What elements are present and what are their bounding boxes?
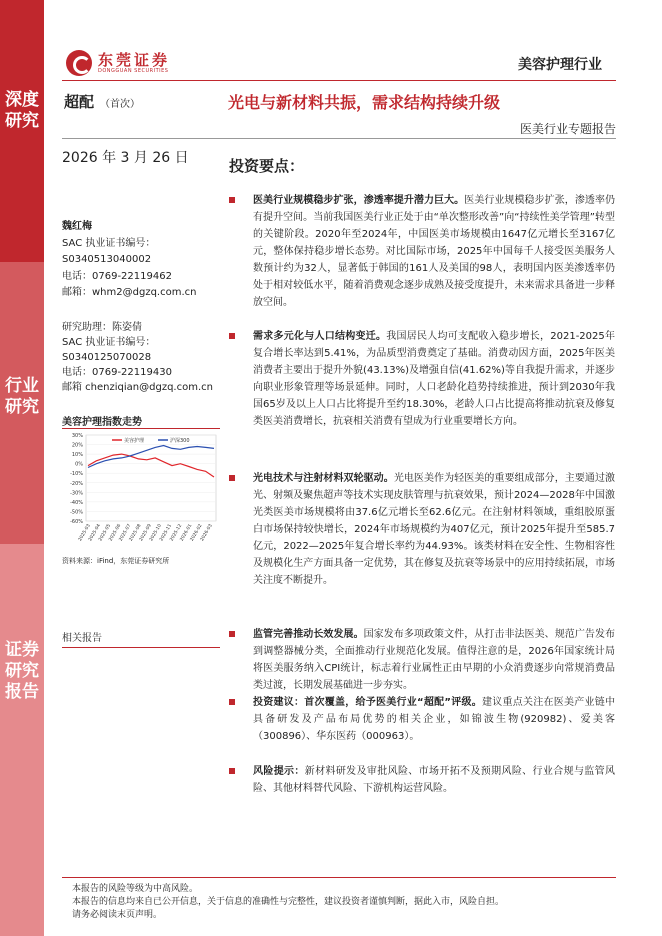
side-band-bottom <box>0 544 44 936</box>
assistant-email: 邮箱 chenziqian@dgzq.com.cn <box>62 382 213 393</box>
industry-name: 美容护理行业 <box>518 57 602 73</box>
key-point-item <box>229 328 615 460</box>
analyst-email: 邮箱：whm2@dgzq.com.cn <box>62 287 197 298</box>
logo-name-cn: 东莞证券 <box>98 50 171 69</box>
footer-line: 请务必阅读末页声明。 <box>72 910 163 920</box>
logo-name-en: DONGGUAN SECURITIES <box>98 67 169 74</box>
key-point-lead: 医美行业规模稳步扩张，渗透率提升潜力巨大。 <box>253 195 465 206</box>
chart-series-line <box>88 446 214 468</box>
key-point-lead: 需求多元化与人口结构变迁。 <box>253 331 387 342</box>
chart-x-tick-label: 2026-02 <box>189 523 204 543</box>
chart-y-tick-label: 0% <box>75 461 83 468</box>
index-chart <box>62 429 220 551</box>
chart-x-tick-label: 2025-07 <box>118 523 133 543</box>
key-point-body: 我国居民人均可支配收入稳步增长，2021-2025年复合增长率达到5.41%，为品质型消费奠定了基础。消费动因方面，2025年医美消费者主要出于提升外貌(43.13%)及增强自信(41.62%)等自我提升需求，并逐步向职业形象管理等场景延伸。同时，人口老龄化趋势持续推进，预计到2030年我国65岁及以上人口占比将提升至约18.30%，老龄人口占比提高将推动抗衰及修复类医美消费增长，抗衰相关消费有望成为行业重要增长方向。 <box>253 331 615 427</box>
title-divider <box>62 138 616 139</box>
chart-y-tick-label: -60% <box>70 519 83 525</box>
footer-disclaimer <box>72 883 504 922</box>
chart-series-line <box>88 454 214 477</box>
report-type: 医美行业专题报告 <box>519 122 616 136</box>
analyst-name: 魏红梅 <box>62 221 92 232</box>
chart-y-tick-label: -20% <box>70 480 83 487</box>
side-label-securities-report: 证券研究报告 <box>5 640 39 702</box>
chart-x-tick-label: 2025-06 <box>108 523 123 543</box>
side-label-depth-research: 深度研究 <box>5 90 39 131</box>
chart-title: 美容护理指数走势 <box>62 413 220 429</box>
analyst-line: SAC 执业证书编号： <box>62 237 156 249</box>
chart-y-tick-label: 20% <box>71 442 83 449</box>
key-points-title: 投资要点： <box>229 157 305 175</box>
chart-x-tick-label: 2025-09 <box>138 523 153 543</box>
analyst-line: S0340513040002 <box>62 254 152 265</box>
chart-x-tick-label: 2025-12 <box>169 523 184 543</box>
analyst-line: 电话：0769-22119462 <box>62 270 172 282</box>
chart-source: 资料来源：iFind，东莞证券研究所 <box>62 557 170 565</box>
side-label-industry-research: 行业研究 <box>5 376 39 417</box>
chart-y-tick-label: -40% <box>70 499 83 506</box>
chart-x-tick-label: 2025-10 <box>149 523 163 543</box>
key-point-item <box>229 626 616 691</box>
footer-line: 本报告的信息均来自已公开信息，关于信息的准确性与完整性，建议投资者谨慎判断，据此入市，风险自担。 <box>72 897 505 907</box>
key-point-item <box>229 470 615 616</box>
chart-y-tick-label: -10% <box>70 471 83 478</box>
key-point-lead: 投资建议：首次覆盖，给予医美行业“超配”评级。 <box>253 697 482 708</box>
company-logo <box>66 50 170 76</box>
bullet-square-icon <box>229 699 235 705</box>
bullet-square-icon <box>229 631 235 637</box>
footer-divider <box>62 877 616 878</box>
key-point-body: 国家发布多项政策文件，从打击非法医美、规范广告发布到调整器械分类，全面推动行业规范化发展。值得注意的是，2026年国家统计局将医美服务纳入CPI统计，标志着行业属性正由早期的小众消费逐步向常规消费品类过渡，长期发展基础进一步夯实。 <box>253 629 616 691</box>
chart-y-tick-label: 30% <box>71 433 83 439</box>
key-point-lead: 监管完善推动长效发展。 <box>253 629 364 640</box>
chart-x-tick-label: 2025-08 <box>128 523 143 543</box>
related-reports-title: 相关报告 <box>62 629 220 648</box>
key-point-body: 医美行业规模稳步扩张，渗透率仍有提升空间。当前我国医美行业正处于由“单次整形改善”向“持续性美学管理”转型的关键阶段。2020年至2024年，中国医美市场规模由1647亿元增长至3167亿元，整体保持稳步增长态势。对比国际市场，2025年中国每千人接受医美服务人数预计约为32人，显著低于韩国的161人及美国的98人，表明国内医美渗透率仍处于相对较低水平，随着消费观念逐步成熟及接受度提升，未来需求具备进一步释放空间。 <box>253 195 616 308</box>
bullet-square-icon <box>229 768 235 774</box>
chart-x-tick-label: 2025-04 <box>88 523 102 543</box>
key-point-lead: 光电技术与注射材料双轮驱动。 <box>253 473 394 484</box>
rating <box>64 91 140 112</box>
header-divider <box>62 80 616 81</box>
chart-x-tick-label: 2025-11 <box>159 523 174 543</box>
analyst-info <box>62 219 220 302</box>
key-point-lead: 风险提示： <box>253 766 305 777</box>
chart-x-tick-label: 2025-03 <box>77 523 92 543</box>
report-date: 2026 年 3 月 26 日 <box>62 150 189 166</box>
chart-x-tick-label: 2026-01 <box>179 523 194 543</box>
bullet-square-icon <box>229 197 235 203</box>
report-headline: 光电与新材料共振，需求结构持续升级 <box>228 93 501 112</box>
key-point-body: 光电医美作为轻医美的重要组成部分，主要通过激光、射频及聚焦超声等技术实现皮肤管理与抗衰效果，预计2024—2028年中国激光类医美市场规模将由37.6亿元增长至62.6亿元。在注射材料领域，重组胶原蛋白市场保持较快增长，2024年市场规模约为407亿元，预计2025年提升至585.7亿元，2022—2025年复合增长率约为44.93%。该类材料在安全性、生物相容性及规模化生产方面具备一定优势，其在修复及抗衰等场景中的应用持续拓展，市场关注度不断提升。 <box>253 473 616 586</box>
chart-plot-frame <box>86 435 216 521</box>
key-point-item <box>229 763 615 793</box>
assistant-line: 电话：0769-22119430 <box>62 367 172 378</box>
bullet-square-icon <box>229 475 235 481</box>
chart-y-tick-label: 10% <box>71 452 83 459</box>
footer-line: 本报告的风险等级为中高风险。 <box>72 884 199 894</box>
rating-value: 超配 <box>64 93 95 111</box>
chart-x-tick-label: 2025-05 <box>98 523 113 543</box>
logo-mark-icon <box>66 50 92 76</box>
chart-x-tick-label: 2026-03 <box>199 523 214 543</box>
key-point-item <box>229 694 615 753</box>
assistant-line: S0340125070028 <box>62 352 152 363</box>
assistant-line: 研究助理：陈姿倩 <box>62 322 142 333</box>
bullet-square-icon <box>229 333 235 339</box>
chart-y-tick-label: -50% <box>70 509 83 516</box>
key-point-body: 建议重点关注在医美产业链中具备研发及产品布局优势的相关企业，如锦波生物(920982)、爱美客（300896）、华东医药（000963）。 <box>253 697 616 742</box>
key-point-item <box>229 192 615 318</box>
assistant-line: SAC 执业证书编号： <box>62 337 156 348</box>
index-chart-box <box>62 413 220 566</box>
key-points-list <box>229 192 615 803</box>
key-point-body: 新材料研发及审批风险、市场开拓不及预期风险、行业合规与监管风险、其他材料替代风险、下游机构运营风险。 <box>253 766 616 794</box>
chart-legend-label: 美容护理 <box>124 438 145 444</box>
chart-y-tick-label: -30% <box>70 490 83 497</box>
assistant-info <box>62 320 220 395</box>
rating-note: （首次） <box>100 99 141 110</box>
chart-legend-label: 沪深300 <box>170 438 190 444</box>
